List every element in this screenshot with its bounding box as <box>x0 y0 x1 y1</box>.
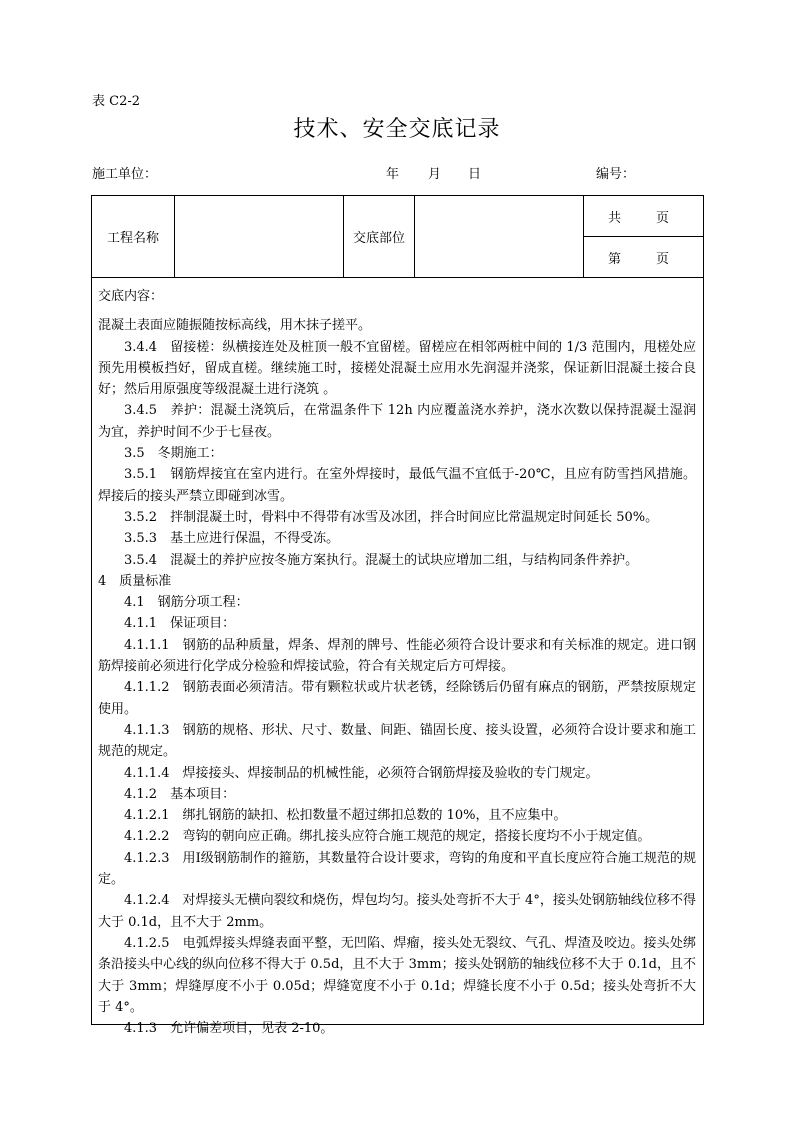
total-unit: 页 <box>655 210 669 226</box>
header-table <box>91 195 704 278</box>
month-label: 月 <box>428 167 442 182</box>
disclosure-part-label: 交底部位 <box>344 196 415 278</box>
content-paragraph: 4.1.2.1 绑扎钢筋的缺扣、松扣数量不超过绑扣总数的 10%，且不应集中。 <box>124 808 567 824</box>
content-paragraph: 混凝土表面应随振随按标高线，用木抹子搓平。 <box>98 318 372 334</box>
content-paragraph: 4 质量标准 <box>98 573 172 589</box>
total-pages-cell <box>584 196 704 237</box>
content-paragraph: 4.1.1 保证项目： <box>124 616 236 632</box>
content-paragraph: 4.1.2.3 用Ⅰ级钢筋制作的箍筋，其数量符合设计要求，弯钩的角度和平直长度应符合施工规范的规定。 <box>98 850 696 888</box>
disclosure-content <box>98 286 696 1039</box>
content-paragraph: 4.1.1.2 钢筋表面必须清洁。带有颗粒状或片状老锈，经除锈后仍留有麻点的钢筋，严禁按原规定使用。 <box>98 680 696 717</box>
page-number-cell <box>584 237 704 278</box>
page-title: 技术、安全交底记录 <box>293 117 501 142</box>
content-paragraph: 4.1.2 基本项目： <box>124 786 236 802</box>
content-paragraph: 3.5.2 拌制混凝土时，骨料中不得带有冰雪及冰团，拌合时间应比常温规定时间延长 50%。 <box>124 509 659 525</box>
content-paragraph: 4.1.2.5 电弧焊接头焊缝表面平整，无凹陷、焊瘤，接头处无裂纹、气孔、焊渣及咬边。接头处绑条沿接头中心线的纵向位移不得大于 0.5d，且不大于 3mm；接头处钢筋的轴线位移不大于 0.1d，且不大于 3mm；焊缝厚度不小于 0.05d；焊缝宽度不小于 0.1d；焊缝长度不小于 0.5d；接头处弯折不大于 4°。 <box>98 935 696 1015</box>
content-paragraph: 3.5.1 钢筋焊接宜在室内进行。在室外焊接时，最低气温不宜低于-20℃，且应有防雪挡风措施。焊接后的接头严禁立即碰到冰雪。 <box>98 467 696 504</box>
page-label: 第 <box>608 251 622 267</box>
content-paragraph: 3.5.3 基土应进行保温，不得受冻。 <box>124 531 340 547</box>
year-label: 年 <box>386 167 400 182</box>
content-paragraph: 3.5.4 混凝土的养护应按冬施方案执行。混凝土的试块应增加二组，与结构同条件养护。 <box>124 552 639 568</box>
content-paragraph: 3.5 冬期施工： <box>124 446 223 462</box>
content-paragraph: 4.1 钢筋分项工程： <box>124 595 249 611</box>
number-label: 编号： <box>596 167 636 182</box>
project-name-value[interactable] <box>175 196 344 278</box>
construction-unit-label: 施工单位： <box>92 167 158 182</box>
content-paragraph: 4.1.1.1 钢筋的品种质量，焊条、焊剂的牌号、性能必须符合设计要求和有关标准的规定。进口钢筋焊接前必须进行化学成分检验和焊接试验，符合有关规定后方可焊接。 <box>98 637 696 675</box>
total-label: 共 <box>608 210 622 226</box>
content-label: 交底内容： <box>98 289 164 304</box>
content-paragraph: 3.4.5 养护：混凝土浇筑后，在常温条件下 12h 内应覆盖浇水养护，浇水次数以保持混凝土湿润为宜，养护时间不少于七昼夜。 <box>98 403 696 440</box>
form-code: 表 C2-2 <box>92 94 141 109</box>
content-paragraph: 4.1.1.4 焊接接头、焊接制品的机械性能，必须符合钢筋焊接及验收的专门规定。 <box>124 765 599 781</box>
project-name-label: 工程名称 <box>92 196 175 278</box>
content-paragraph: 4.1.2.4 对焊接头无横向裂纹和烧伤，焊包均匀。接头处弯折不大于 4°，接头处钢筋轴线位移不得大于 0.1d，且不大于 2mm。 <box>98 893 696 930</box>
content-paragraph: 3.4.4 留接槎：纵横接连处及桩顶一般不宜留槎。留槎应在相邻两桩中间的 1/3 范围内，甩槎处应预先用模板挡好，留成直槎。继续施工时，接槎处混凝土应用水先润湿并浇浆，保证新旧混凝土接合良好；然后用原强度等级混凝土进行浇筑 。 <box>98 339 696 398</box>
page-unit: 页 <box>655 251 669 267</box>
content-paragraph: 4.1.3 允许偏差项目，见表 2-10。 <box>124 1021 334 1037</box>
day-label: 日 <box>468 167 482 182</box>
content-paragraph: 4.1.2.2 弯钩的朝向应正确。绑扎接头应符合施工规范的规定，搭接长度均不小于规定值。 <box>124 829 651 845</box>
content-paragraph: 4.1.1.3 钢筋的规格、形状、尺寸、数量、间距、锚固长度、接头设置，必须符合设计要求和施工规范的规定。 <box>98 722 696 760</box>
disclosure-part-value[interactable] <box>415 196 584 278</box>
